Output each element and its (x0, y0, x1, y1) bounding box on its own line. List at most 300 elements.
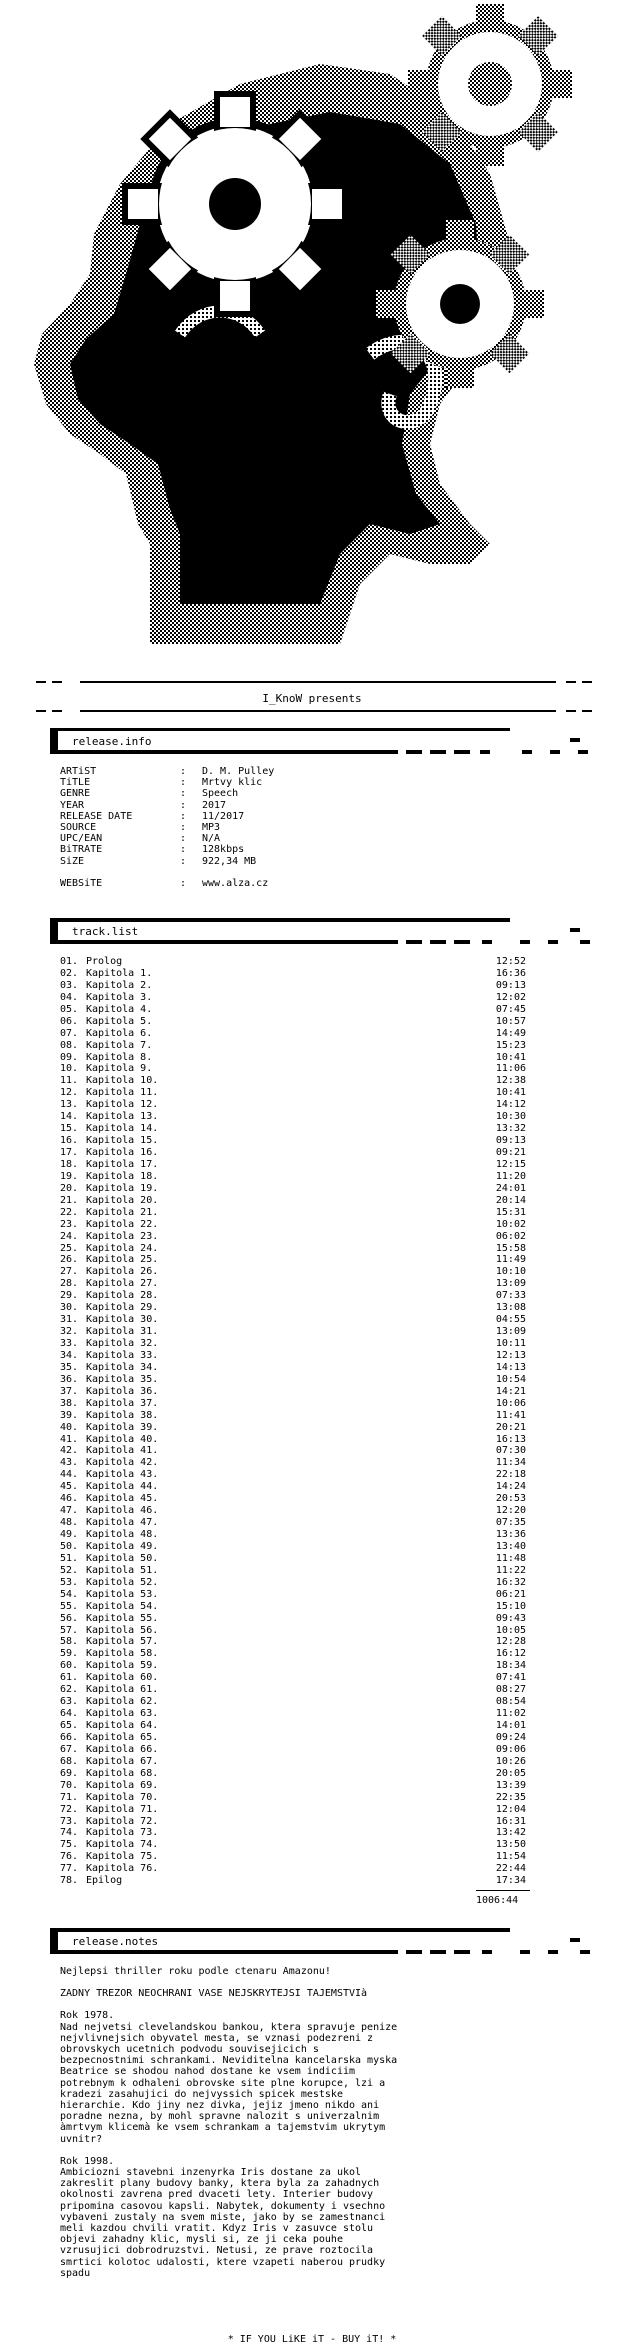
track-row (60, 1589, 580, 1601)
track-list-header (50, 918, 590, 946)
release-info-block (60, 766, 580, 889)
notes-paragraph: Rok 1998. Ambiciozni stavebni inzenyrka Iris dostane za ukol zakreslit plany budovy banky, ktera byla za zahadnych okolnosti zavrena pred dvaceti lety. Interier budovy pripomina casovou kapsli. Nabytek, dokumenty i vsechno vybaveni zustaly na svem miste, jako by se zamestnanci meli kazdou chvili vratit. Kdyz Iris v zasuvce stolu objevi zahadny klic, mysli si, ze ji ceka pouhe vzrusujici dobrodruzstvi. Netusi, ze prave roztocila smrtici kolotoc udalosti, ktere vzapeti naberou prudky spadu (60, 2155, 386, 2279)
track-duration: 24:01 (495, 1182, 526, 1194)
info-row: SiZE : 922,34 MB (60, 855, 257, 867)
track-number: 69. (60, 1767, 79, 1779)
track-title: Kapitola 39. (86, 1421, 159, 1433)
track-row (60, 1040, 580, 1052)
track-number: 27. (60, 1266, 79, 1278)
track-number: 75. (60, 1839, 79, 1851)
track-number: 72. (60, 1803, 79, 1815)
track-list (60, 956, 580, 1887)
notes-paragraph: Nejlepsi thriller roku podle ctenaru Amazonu! (60, 1966, 331, 1977)
track-row (60, 1660, 580, 1672)
track-title: Kapitola 25. (86, 1254, 159, 1266)
track-row (60, 1398, 580, 1410)
total-duration: 1006:44 (476, 1895, 519, 1906)
total-rule (476, 1890, 530, 1891)
track-number: 52. (60, 1564, 79, 1576)
track-duration: 12:28 (495, 1636, 526, 1648)
track-title: Kapitola 28. (86, 1290, 159, 1302)
track-row (60, 1111, 580, 1123)
track-title: Kapitola 19. (86, 1182, 159, 1194)
track-row (60, 1457, 580, 1469)
track-number: 48. (60, 1517, 79, 1529)
track-number: 73. (60, 1815, 79, 1827)
track-title: Kapitola 37. (86, 1397, 159, 1409)
notes-paragraph: Rok 1978. Nad nejvetsi clevelandskou bankou, ktera spravuje penize nejvlivnejsich obyvatel mesta, se vznasi podezreni z obrovskych ucetnich podvodu souvisejicich s bezpecnostnimi schrankami. Neviditelna kancelarska myska Beatrice se shodou nahod dostane ke vsem indiciim potrebnym k odhaleni obrovske site plne korupce, lzi a kradezi zasahujici do nejvyssich spicek mestske hierarchie. Kdo jiny nez divka, jejiz jmeno nikdo ani poradne nezna, by mohl spravne nalozit s univerzalnim àmrtvym klicemà ke vsem schrankam a tajemstvim ukrytym uvnitr? (60, 2010, 398, 2145)
track-title: Kapitola 62. (86, 1696, 159, 1708)
track-title: Kapitola 30. (86, 1314, 159, 1326)
track-number: 24. (60, 1230, 79, 1242)
track-duration: 14:24 (495, 1481, 526, 1493)
track-title: Kapitola 38. (86, 1409, 159, 1421)
track-duration: 18:34 (495, 1660, 526, 1672)
track-row (60, 1672, 580, 1684)
track-duration: 17:34 (495, 1875, 526, 1887)
track-row (60, 1195, 580, 1207)
track-number: 10. (60, 1063, 79, 1075)
track-title: Kapitola 73. (86, 1827, 159, 1839)
track-title: Kapitola 46. (86, 1505, 159, 1517)
track-duration: 13:42 (495, 1827, 526, 1839)
track-duration: 10:11 (495, 1338, 526, 1349)
track-duration: 12:13 (495, 1349, 526, 1361)
track-number: 22. (60, 1206, 79, 1218)
track-row (60, 1087, 580, 1099)
track-duration: 13:32 (495, 1123, 526, 1135)
track-duration: 13:36 (495, 1529, 526, 1540)
track-duration: 13:40 (495, 1540, 526, 1552)
track-duration: 09:24 (495, 1731, 526, 1743)
info-value: 11/2017 (202, 810, 245, 822)
track-title: Kapitola 57. (86, 1636, 159, 1648)
info-row: YEAR : 2017 (60, 799, 227, 811)
track-duration: 20:05 (495, 1767, 526, 1779)
track-number: 65. (60, 1720, 79, 1731)
release-notes-title: release.notes (72, 1935, 159, 1948)
track-row (60, 1314, 580, 1326)
track-title: Epilog (86, 1875, 123, 1887)
track-title: Kapitola 6. (86, 1027, 153, 1039)
track-row (60, 1804, 580, 1816)
track-row (60, 1839, 580, 1851)
track-duration: 13:09 (495, 1278, 526, 1290)
track-row (60, 1386, 580, 1398)
track-row (60, 1302, 580, 1314)
track-number: 71. (60, 1791, 79, 1803)
track-number: 38. (60, 1397, 79, 1409)
track-row (60, 1636, 580, 1648)
track-duration: 15:10 (495, 1600, 526, 1612)
track-number: 06. (60, 1015, 79, 1027)
track-title: Kapitola 70. (86, 1791, 159, 1803)
track-row (60, 1493, 580, 1505)
track-title: Kapitola 52. (86, 1576, 159, 1588)
track-duration: 14:12 (495, 1099, 526, 1111)
track-title: Kapitola 74. (86, 1839, 159, 1851)
track-title: Kapitola 42. (86, 1457, 159, 1469)
track-title: Kapitola 23. (86, 1230, 159, 1242)
track-number: 23. (60, 1218, 79, 1230)
track-number: 33. (60, 1338, 79, 1349)
track-row (60, 1481, 580, 1493)
track-number: 77. (60, 1863, 79, 1875)
track-duration: 20:53 (495, 1493, 526, 1505)
info-row: UPC/EAN : N/A (60, 833, 221, 845)
track-row (60, 992, 580, 1004)
track-row (60, 1732, 580, 1744)
track-row (60, 1016, 580, 1028)
track-number: 31. (60, 1314, 79, 1326)
track-number: 08. (60, 1039, 79, 1051)
track-duration: 13:09 (495, 1326, 526, 1338)
track-row (60, 1338, 580, 1350)
track-number: 25. (60, 1242, 79, 1254)
track-number: 66. (60, 1731, 79, 1743)
track-number: 14. (60, 1111, 79, 1123)
track-duration: 09:43 (495, 1612, 526, 1624)
track-number: 01. (60, 956, 79, 967)
track-duration: 10:57 (495, 1015, 526, 1027)
track-number: 54. (60, 1588, 79, 1600)
track-row (60, 1792, 580, 1804)
track-duration: 22:35 (495, 1791, 526, 1803)
track-row (60, 1147, 580, 1159)
track-title: Kapitola 50. (86, 1552, 159, 1564)
track-row (60, 1028, 580, 1040)
info-row: RELEASE DATE : 11/2017 (60, 810, 245, 822)
track-duration: 13:50 (495, 1839, 526, 1851)
track-title: Kapitola 45. (86, 1493, 159, 1505)
track-title: Kapitola 8. (86, 1051, 153, 1063)
info-key: WEBSiTE (60, 877, 103, 889)
track-title: Kapitola 24. (86, 1242, 159, 1254)
track-title: Kapitola 9. (86, 1063, 153, 1075)
track-row (60, 1207, 580, 1219)
track-duration: 16:13 (495, 1433, 526, 1445)
track-duration: 16:32 (495, 1576, 526, 1588)
track-title: Kapitola 68. (86, 1767, 159, 1779)
track-duration: 12:04 (495, 1803, 526, 1815)
track-number: 68. (60, 1755, 79, 1767)
track-title: Kapitola 16. (86, 1147, 159, 1158)
track-title: Kapitola 69. (86, 1779, 159, 1791)
track-row (60, 1410, 580, 1422)
track-title: Kapitola 34. (86, 1361, 159, 1373)
track-row (60, 1553, 580, 1565)
info-key: YEAR (60, 799, 85, 811)
track-row (60, 1422, 580, 1434)
track-row (60, 980, 580, 992)
track-duration: 11:06 (495, 1063, 526, 1075)
track-title: Kapitola 64. (86, 1720, 159, 1731)
track-row (60, 1243, 580, 1255)
track-duration: 15:31 (495, 1206, 526, 1218)
info-value: 128kbps (202, 844, 245, 856)
track-row (60, 1374, 580, 1386)
info-value: N/A (202, 833, 221, 845)
track-row (60, 1505, 580, 1517)
track-title: Kapitola 75. (86, 1851, 159, 1863)
track-row (60, 1720, 580, 1732)
info-key: ARTiST (60, 766, 97, 777)
track-number: 09. (60, 1051, 79, 1063)
track-row (60, 1278, 580, 1290)
track-duration: 14:13 (495, 1361, 526, 1373)
info-row: ARTiST : D. M. Pulley (60, 766, 275, 777)
track-title: Kapitola 32. (86, 1338, 159, 1349)
track-title: Kapitola 71. (86, 1803, 159, 1815)
track-duration: 07:45 (495, 1003, 526, 1015)
info-value: Speech (202, 788, 239, 800)
release-info-title: release.info (72, 735, 152, 748)
info-key: GENRE (60, 788, 91, 800)
track-row (60, 1290, 580, 1302)
track-duration: 06:21 (495, 1588, 526, 1600)
track-number: 04. (60, 991, 79, 1003)
track-row (60, 1863, 580, 1875)
track-number: 16. (60, 1135, 79, 1147)
track-duration: 09:06 (495, 1743, 526, 1755)
info-row: BiTRATE : 128kbps (60, 844, 245, 856)
track-title: Kapitola 21. (86, 1206, 159, 1218)
track-title: Kapitola 76. (86, 1863, 159, 1875)
track-duration: 14:21 (495, 1385, 526, 1397)
track-duration: 22:44 (495, 1863, 526, 1875)
track-number: 19. (60, 1170, 79, 1182)
track-duration: 07:35 (495, 1517, 526, 1529)
track-number: 53. (60, 1576, 79, 1588)
track-number: 39. (60, 1409, 79, 1421)
track-title: Kapitola 40. (86, 1433, 159, 1445)
track-number: 15. (60, 1123, 79, 1135)
track-title: Kapitola 43. (86, 1469, 159, 1481)
info-row: GENRE : Speech (60, 788, 239, 800)
track-duration: 14:01 (495, 1720, 526, 1731)
track-row (60, 1219, 580, 1231)
track-duration: 10:10 (495, 1266, 526, 1278)
track-row (60, 1577, 580, 1589)
track-duration: 13:08 (495, 1302, 526, 1314)
footer-slogan: * IF YOU LiKE iT - BUY iT! * (227, 2334, 397, 2345)
track-title: Kapitola 10. (86, 1075, 159, 1087)
track-duration: 12:20 (495, 1505, 526, 1517)
website-row: WEBSiTE : www.alza.cz (60, 877, 269, 889)
track-number: 60. (60, 1660, 79, 1672)
track-row (60, 1625, 580, 1637)
info-value: Mrtvy klic (202, 777, 263, 789)
track-number: 20. (60, 1182, 79, 1194)
track-number: 17. (60, 1147, 79, 1158)
track-title: Kapitola 29. (86, 1302, 159, 1314)
track-number: 35. (60, 1361, 79, 1373)
track-title: Kapitola 53. (86, 1588, 159, 1600)
track-number: 42. (60, 1445, 79, 1457)
track-row (60, 1266, 580, 1278)
track-row (60, 1875, 580, 1887)
track-number: 47. (60, 1505, 79, 1517)
track-duration: 14:49 (495, 1027, 526, 1039)
track-list-title: track.list (72, 925, 139, 938)
track-number: 32. (60, 1326, 79, 1338)
track-duration: 22:18 (495, 1469, 526, 1481)
track-row (60, 1159, 580, 1171)
info-row: SOURCE : MP3 (60, 821, 221, 833)
track-title: Kapitola 36. (86, 1385, 159, 1397)
track-row (60, 1648, 580, 1660)
track-title: Kapitola 41. (86, 1445, 159, 1457)
track-number: 50. (60, 1540, 79, 1552)
track-duration: 04:55 (495, 1314, 526, 1326)
track-title: Kapitola 72. (86, 1815, 159, 1827)
track-row (60, 1326, 580, 1338)
track-number: 03. (60, 979, 79, 991)
track-duration: 07:33 (495, 1290, 526, 1302)
track-row (60, 1052, 580, 1064)
track-row (60, 1445, 580, 1457)
info-key: RELEASE DATE (60, 810, 133, 822)
release-notes-header (50, 1928, 590, 1956)
track-title: Kapitola 18. (86, 1170, 159, 1182)
track-duration: 10:06 (495, 1397, 526, 1409)
track-duration: 12:38 (495, 1075, 526, 1087)
track-duration: 10:02 (495, 1218, 526, 1230)
track-title: Kapitola 61. (86, 1684, 159, 1696)
track-title: Kapitola 11. (86, 1087, 159, 1099)
track-number: 36. (60, 1373, 79, 1385)
track-number: 46. (60, 1493, 79, 1505)
track-number: 63. (60, 1696, 79, 1708)
track-number: 02. (60, 967, 79, 979)
track-number: 55. (60, 1600, 79, 1612)
presents-credit: I_KnoW presents (262, 692, 362, 705)
info-value: 2017 (202, 799, 227, 811)
track-number: 21. (60, 1194, 79, 1206)
track-row (60, 1063, 580, 1075)
track-duration: 16:36 (495, 967, 526, 979)
track-number: 30. (60, 1302, 79, 1314)
track-row (60, 1469, 580, 1481)
track-row (60, 1827, 580, 1839)
track-duration: 12:02 (495, 991, 526, 1003)
track-duration: 10:41 (495, 1087, 526, 1099)
track-title: Prolog (86, 956, 123, 967)
track-number: 41. (60, 1433, 79, 1445)
track-title: Kapitola 63. (86, 1708, 159, 1720)
track-duration: 09:13 (495, 979, 526, 991)
track-row (60, 1768, 580, 1780)
track-number: 58. (60, 1636, 79, 1648)
track-title: Kapitola 13. (86, 1111, 159, 1123)
track-number: 12. (60, 1087, 79, 1099)
track-number: 49. (60, 1529, 79, 1540)
track-row (60, 1350, 580, 1362)
track-row (60, 1851, 580, 1863)
track-row (60, 1684, 580, 1696)
track-duration: 08:54 (495, 1696, 526, 1708)
track-number: 07. (60, 1027, 79, 1039)
track-row (60, 1099, 580, 1111)
track-title: Kapitola 33. (86, 1349, 159, 1361)
track-duration: 20:21 (495, 1421, 526, 1433)
track-number: 40. (60, 1421, 79, 1433)
track-duration: 07:30 (495, 1445, 526, 1457)
track-title: Kapitola 56. (86, 1624, 159, 1636)
track-duration: 20:14 (495, 1194, 526, 1206)
track-title: Kapitola 59. (86, 1660, 159, 1672)
track-row (60, 1601, 580, 1613)
track-duration: 12:15 (495, 1158, 526, 1170)
track-title: Kapitola 66. (86, 1743, 159, 1755)
track-duration: 08:27 (495, 1684, 526, 1696)
track-duration: 15:58 (495, 1242, 526, 1254)
track-number: 61. (60, 1672, 79, 1684)
track-title: Kapitola 49. (86, 1540, 159, 1552)
track-number: 13. (60, 1099, 79, 1111)
track-title: Kapitola 35. (86, 1373, 159, 1385)
track-duration: 11:22 (495, 1564, 526, 1576)
track-title: Kapitola 31. (86, 1326, 159, 1338)
track-duration: 10:30 (495, 1111, 526, 1123)
track-row (60, 1135, 580, 1147)
website-link[interactable]: www.alza.cz (202, 877, 269, 889)
track-duration: 10:26 (495, 1755, 526, 1767)
track-number: 59. (60, 1648, 79, 1660)
track-title: Kapitola 51. (86, 1564, 159, 1576)
track-duration: 11:20 (495, 1170, 526, 1182)
track-row (60, 1780, 580, 1792)
track-title: Kapitola 3. (86, 991, 153, 1003)
notes-paragraph: ZADNY TREZOR NEOCHRANI VASE NEJSKRYTEJSI TAJEMSTVIà (60, 1988, 368, 2000)
track-number: 56. (60, 1612, 79, 1624)
track-number: 18. (60, 1158, 79, 1170)
track-number: 26. (60, 1254, 79, 1266)
track-row (60, 1183, 580, 1195)
track-row (60, 1004, 580, 1016)
track-row (60, 1254, 580, 1266)
track-number: 34. (60, 1349, 79, 1361)
track-duration: 11:34 (495, 1457, 526, 1469)
track-title: Kapitola 7. (86, 1039, 153, 1051)
track-number: 44. (60, 1469, 79, 1481)
info-key: TiTLE (60, 777, 91, 789)
track-row (60, 1434, 580, 1446)
track-row (60, 968, 580, 980)
track-duration: 07:41 (495, 1672, 526, 1684)
release-info-header (50, 728, 590, 756)
track-title: Kapitola 4. (86, 1003, 153, 1015)
track-duration: 09:13 (495, 1135, 526, 1147)
track-number: 37. (60, 1385, 79, 1397)
track-duration: 10:05 (495, 1624, 526, 1636)
info-key: BiTRATE (60, 844, 103, 856)
track-number: 62. (60, 1684, 79, 1696)
track-row (60, 1231, 580, 1243)
info-value: D. M. Pulley (202, 766, 275, 777)
track-number: 05. (60, 1003, 79, 1015)
track-duration: 16:12 (495, 1648, 526, 1660)
track-number: 43. (60, 1457, 79, 1469)
head-with-gears-logo (30, 4, 610, 666)
track-number: 51. (60, 1552, 79, 1564)
track-row (60, 1708, 580, 1720)
track-duration: 11:54 (495, 1851, 526, 1863)
track-title: Kapitola 55. (86, 1612, 159, 1624)
track-duration: 10:41 (495, 1051, 526, 1063)
track-number: 57. (60, 1624, 79, 1636)
track-title: Kapitola 14. (86, 1123, 159, 1135)
